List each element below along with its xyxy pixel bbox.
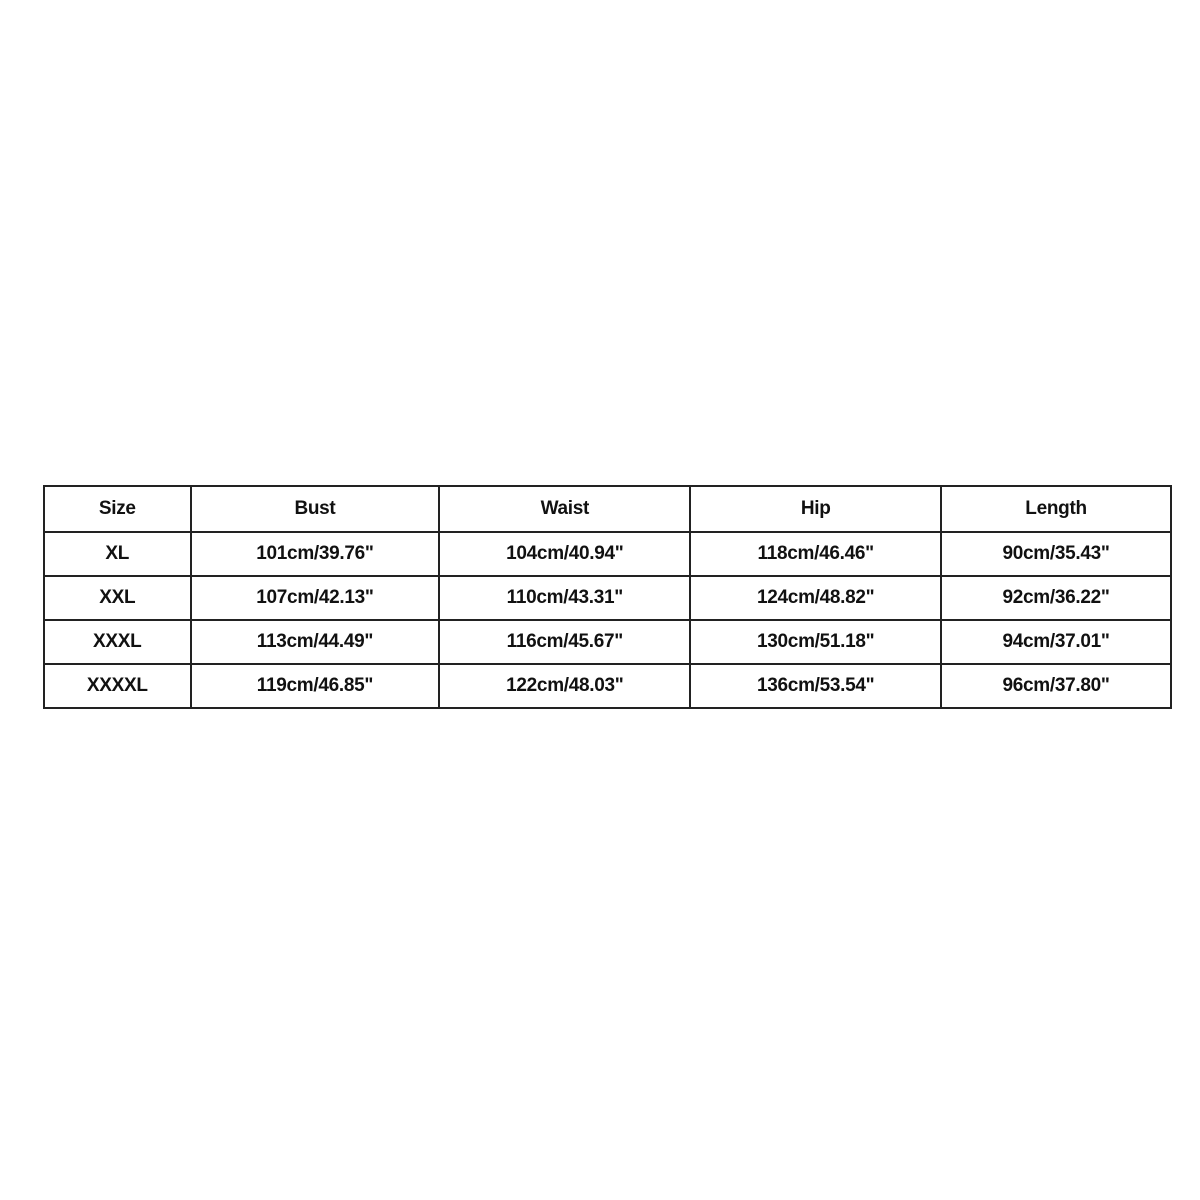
size-cell: XXXL: [44, 620, 191, 664]
bust-cell: 101cm/39.76": [191, 532, 440, 576]
size-cell: XXXXL: [44, 664, 191, 708]
hip-cell: 136cm/53.54": [690, 664, 941, 708]
column-header-bust: Bust: [191, 486, 440, 532]
column-header-length: Length: [941, 486, 1171, 532]
waist-cell: 110cm/43.31": [439, 576, 690, 620]
waist-cell: 122cm/48.03": [439, 664, 690, 708]
waist-cell: 104cm/40.94": [439, 532, 690, 576]
table-row: [44, 664, 1171, 708]
bust-cell: 107cm/42.13": [191, 576, 440, 620]
hip-cell: 118cm/46.46": [690, 532, 941, 576]
size-cell: XL: [44, 532, 191, 576]
hip-cell: 124cm/48.82": [690, 576, 941, 620]
size-cell: XXL: [44, 576, 191, 620]
table-row: [44, 532, 1171, 576]
bust-cell: 119cm/46.85": [191, 664, 440, 708]
table-row: [44, 576, 1171, 620]
column-header-waist: Waist: [439, 486, 690, 532]
length-cell: 90cm/35.43": [941, 532, 1171, 576]
length-cell: 96cm/37.80": [941, 664, 1171, 708]
length-cell: 94cm/37.01": [941, 620, 1171, 664]
waist-cell: 116cm/45.67": [439, 620, 690, 664]
table-row: [44, 620, 1171, 664]
hip-cell: 130cm/51.18": [690, 620, 941, 664]
size-chart-table: [43, 485, 1172, 709]
column-header-hip: Hip: [690, 486, 941, 532]
table-header-row: [44, 486, 1171, 532]
column-header-size: Size: [44, 486, 191, 532]
bust-cell: 113cm/44.49": [191, 620, 440, 664]
length-cell: 92cm/36.22": [941, 576, 1171, 620]
